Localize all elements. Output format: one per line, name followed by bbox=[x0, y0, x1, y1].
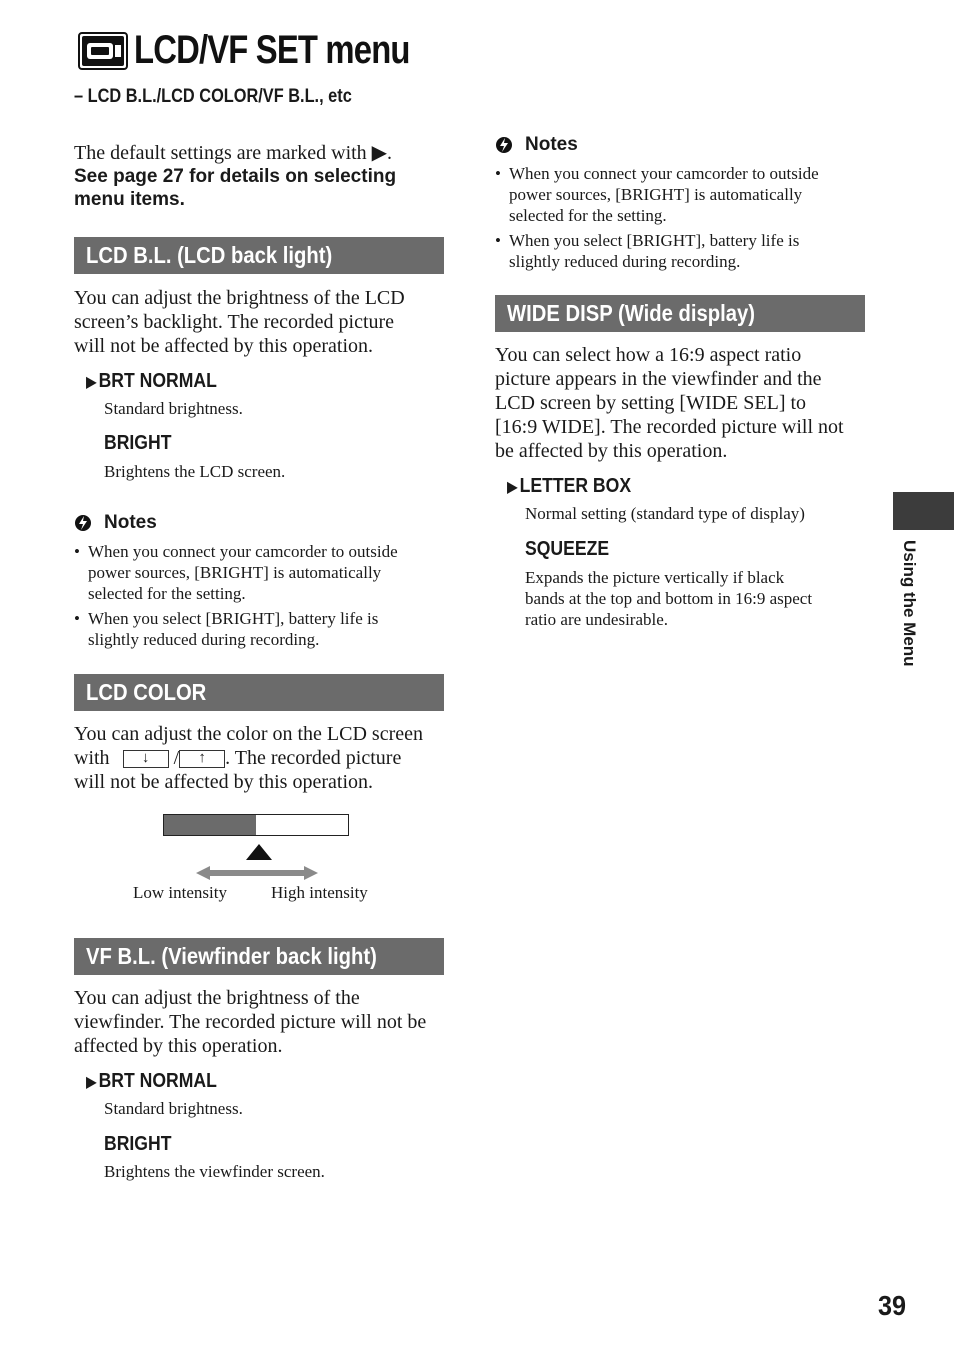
section-lcd-color-heading: LCD COLOR bbox=[74, 674, 444, 711]
lcd-bl-option-brt-normal[interactable]: ▶BRT NORMAL bbox=[86, 370, 217, 392]
vf-bl-option-brt-normal[interactable]: ▶BRT NORMAL bbox=[86, 1070, 217, 1092]
wide-disp-option-letter-box[interactable]: ▶LETTER BOX bbox=[507, 475, 632, 497]
page-title: LCD/VF SET menu bbox=[134, 28, 410, 72]
side-tab-label: Using the Menu bbox=[900, 540, 919, 667]
wide-disp-option-squeeze[interactable]: SQUEEZE bbox=[525, 538, 610, 560]
page-title-block bbox=[78, 28, 470, 73]
low-intensity-label: Low intensity bbox=[133, 883, 227, 902]
lcd-bl-option-brt-normal-desc: Standard brightness. bbox=[104, 399, 243, 418]
intensity-pointer-icon bbox=[245, 843, 273, 861]
down-arrow-button[interactable]: ↓ bbox=[123, 750, 169, 768]
up-arrow-button[interactable]: ↑ bbox=[179, 750, 225, 768]
wide-disp-option-squeeze-desc: Expands the picture vertically if black bands at the top and bottom in 16:9 aspect ratio are undesirable. bbox=[525, 568, 813, 629]
wide-disp-description: You can select how a 16:9 aspect ratio picture appears in the viewfinder and the LCD screen by setting [WIDE SEL] to [16:9 WIDE]. The recorded picture will not be affected by this operation. bbox=[495, 344, 844, 462]
intensity-bar-fill bbox=[164, 815, 256, 835]
vf-bl-option-bright[interactable]: BRIGHT bbox=[104, 1133, 172, 1155]
camcorder-icon bbox=[78, 31, 128, 71]
lcd-color-description: You can adjust the color on the LCD screen with ↓ / ↑ . The recorded picture will not be affected by this operation. bbox=[74, 723, 424, 793]
page-subtitle: – LCD B.L./LCD COLOR/VF B.L., etc bbox=[74, 86, 352, 107]
default-marker-icon: ▶ bbox=[507, 479, 518, 496]
lcd-bl-description: You can adjust the brightness of the LCD screen’s backlight. The recorded picture will not be affected by this operation. bbox=[74, 287, 405, 357]
section-lcd-bl-heading: LCD B.L. (LCD back light) bbox=[74, 237, 444, 274]
list-item: • When you select [BRIGHT], battery life is slightly reduced during recording. bbox=[74, 608, 444, 650]
lcd-bl-notes-list bbox=[74, 541, 444, 650]
list-item: • When you select [BRIGHT], battery life is slightly reduced during recording. bbox=[495, 230, 865, 272]
lcd-bl-option-bright[interactable]: BRIGHT bbox=[104, 432, 172, 454]
lcd-bl-option-bright-desc: Brightens the LCD screen. bbox=[104, 462, 286, 481]
vf-bl-option-bright-desc: Brightens the viewfinder screen. bbox=[104, 1162, 325, 1181]
default-settings-text: The default settings are marked with ▶. bbox=[74, 142, 393, 164]
lcd-bl-notes-heading: Notes bbox=[74, 512, 157, 534]
right-notes-heading: Notes bbox=[495, 134, 578, 156]
list-item: • When you connect your camcorder to outside power sources, [BRIGHT] is automatically selected for the setting. bbox=[74, 541, 444, 604]
double-arrow-icon bbox=[196, 864, 318, 882]
side-tab-marker bbox=[893, 492, 954, 530]
section-wide-disp-heading: WIDE DISP (Wide display) bbox=[495, 295, 865, 332]
vf-bl-option-brt-normal-desc: Standard brightness. bbox=[104, 1099, 243, 1118]
vf-bl-description: You can adjust the brightness of the viewfinder. The recorded picture will not be affected by this operation. bbox=[74, 987, 427, 1057]
page-number: 39 bbox=[878, 1290, 907, 1321]
section-vf-bl-heading: VF B.L. (Viewfinder back light) bbox=[74, 938, 444, 975]
notes-icon bbox=[74, 514, 92, 532]
right-notes-list bbox=[495, 163, 865, 272]
high-intensity-label: High intensity bbox=[271, 883, 368, 902]
list-item: • When you connect your camcorder to outside power sources, [BRIGHT] is automatically selected for the setting. bbox=[495, 163, 865, 226]
intensity-bar bbox=[163, 814, 349, 836]
notes-icon bbox=[495, 136, 513, 154]
default-marker-icon: ▶ bbox=[86, 1074, 97, 1091]
wide-disp-option-letter-box-desc: Normal setting (standard type of display) bbox=[525, 504, 805, 523]
default-marker-icon: ▶ bbox=[86, 374, 97, 391]
see-page-link[interactable]: See page 27 for details on selecting menu items. bbox=[74, 166, 397, 210]
